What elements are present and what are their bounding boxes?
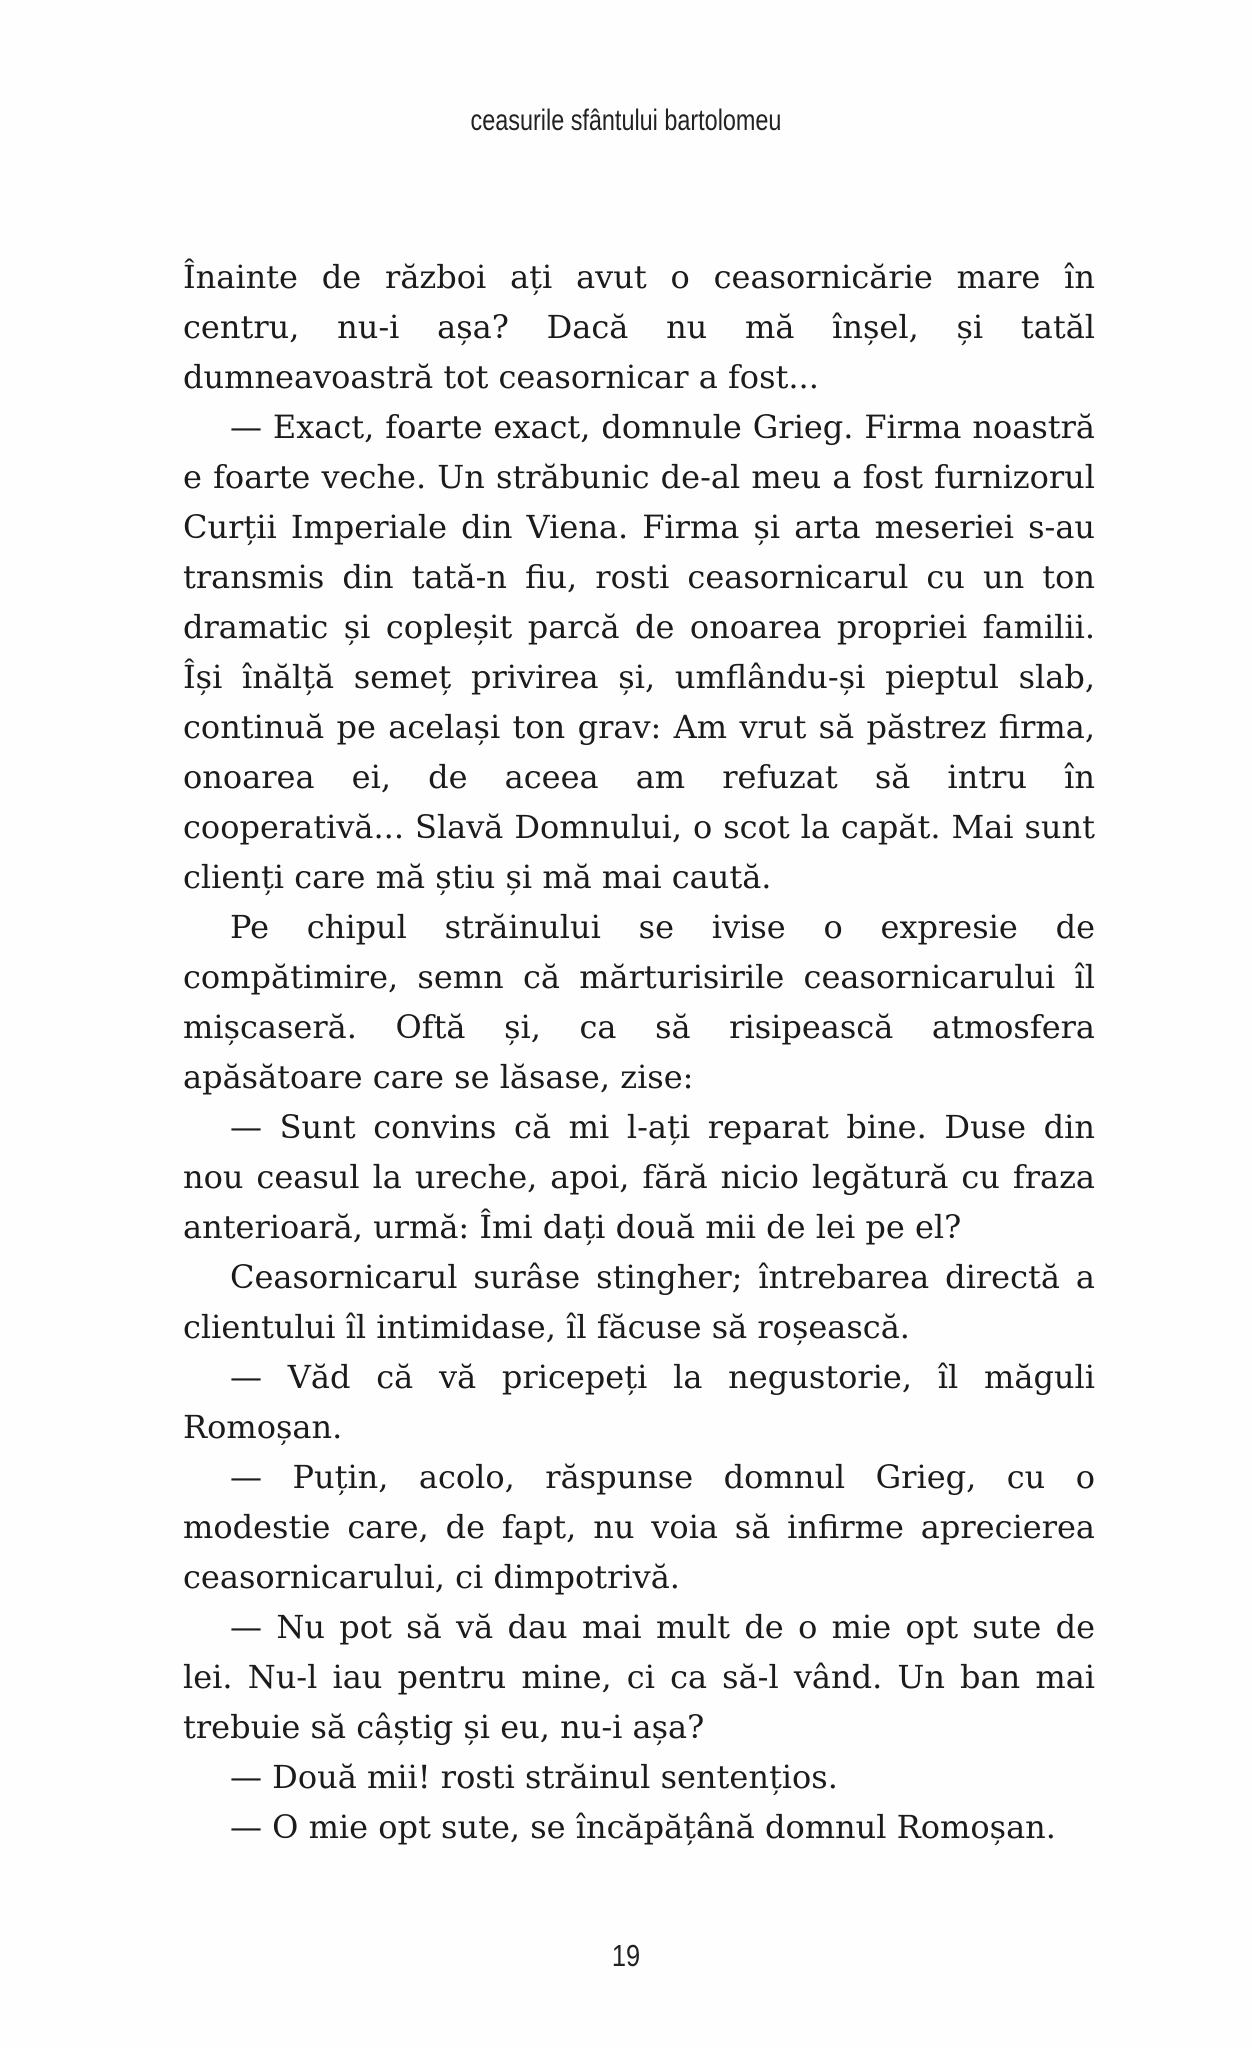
- paragraph: — O mie opt sute, se încăpățână domnul Romoșan.: [230, 1808, 1056, 1846]
- paragraph: — Puțin, acolo, răspunse domnul Grieg, cu o modestie care, de fapt, nu voia să infirme aprecierea ceasornicarului, ci dimpotrivă.: [183, 1458, 1095, 1596]
- paragraph: Ceasornicarul surâse stingher; întrebarea directă a clientului îl intimidase, îl făcuse să roșească.: [183, 1258, 1095, 1346]
- paragraph: — Două mii! rosti străinul sentențios.: [230, 1758, 838, 1796]
- paragraph: — Sunt convins că mi l-ați reparat bine. Duse din nou ceasul la ureche, apoi, fără nicio legătură cu fraza anterioară, urmă: Îmi dați două mii de lei pe el?: [183, 1108, 1095, 1246]
- running-header: ceasurile sfântului bartolomeu: [470, 104, 782, 137]
- page-body-text: [183, 252, 1095, 1852]
- page-number: 19: [611, 1938, 641, 1973]
- paragraph: Pe chipul străinului se ivise o expresie de compătimire, semn că mărturisirile ceasornicarului îl mișcaseră. Oftă și, ca să risipească atmosfera apăsătoare care se lăsase, zise:: [183, 908, 1095, 1096]
- paragraph: — Nu pot să vă dau mai mult de o mie opt sute de lei. Nu-l iau pentru mine, ci ca să-l vând. Un ban mai trebuie să câștig și eu, nu-i așa?: [183, 1608, 1095, 1746]
- paragraph: — Exact, foarte exact, domnule Grieg. Firma noastră e foarte veche. Un străbunic de-al meu a fost furnizorul Curții Imperiale din Viena. Firma și arta meseriei s-au transmis din tată-n fiu, rosti ceasornicarul cu un ton dramatic și copleșit parcă de onoarea propriei familii. Își înălță semeț privirea și, umflându-și pieptul slab, continuă pe același ton grav: Am vrut să păstrez firma, onoarea ei, de aceea am refuzat să intru în cooperativă... Slavă Domnului, o scot la capăt. Mai sunt clienți care mă știu și mă mai caută.: [183, 408, 1095, 896]
- paragraph: Înainte de război ați avut o ceasornicărie mare în centru, nu-i așa? Dacă nu mă înșel, și tatăl dumneavoastră tot ceasornicar a fost...: [183, 258, 1095, 396]
- paragraph: — Văd că vă pricepeți la negustorie, îl măguli Romoșan.: [183, 1358, 1095, 1446]
